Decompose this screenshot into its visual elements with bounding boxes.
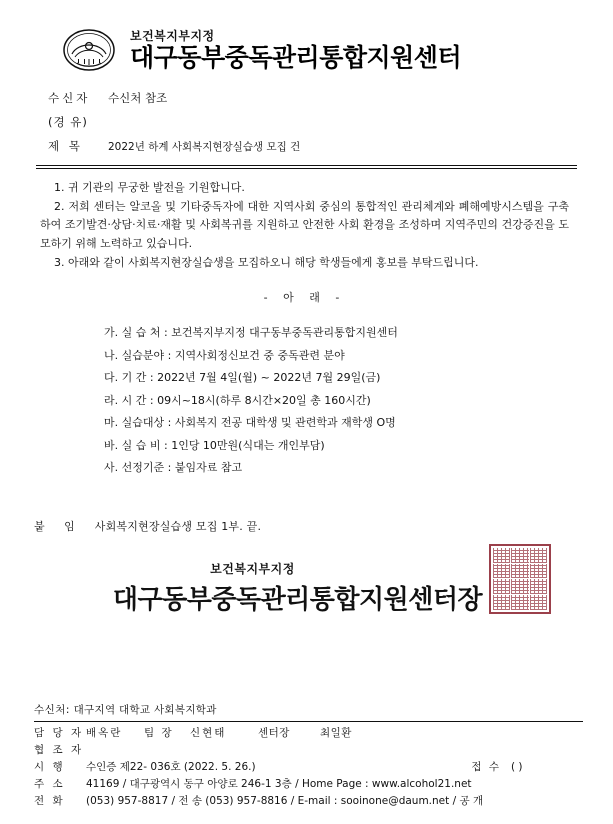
contact-value: (053) 957-8817 / 전 송 (053) 957-8816 / E-mail : sooinone@daum.net / 공 개 — [86, 795, 484, 807]
footer-divider — [34, 721, 583, 722]
recipient-block — [0, 82, 613, 154]
detail-list — [0, 322, 613, 480]
list-item: 다. 기 간 : 2022년 7월 4일(월) ~ 2022년 7월 29일(금) — [104, 371, 381, 385]
official-seal — [489, 544, 551, 614]
recipient-value: 수신처 참조 — [108, 91, 168, 105]
list-item: 가. 실 습 처 : 보건복지부지정 대구동부중독관리통합지원센터 — [104, 326, 398, 340]
staff-name-2: 신현태 — [190, 727, 227, 739]
document-footer — [34, 702, 583, 810]
letterhead-org-name: 대구동부중독관리통합지원센터 — [130, 42, 462, 72]
attachment-row — [0, 480, 613, 534]
letterhead-designation: 보건복지부지정 — [130, 29, 215, 44]
body-paragraph-1: 1. 귀 기관의 무궁한 발전을 기원합니다. — [54, 180, 245, 194]
staff-role-1: 담 당 자 — [34, 727, 84, 739]
footer-dispatch-row — [34, 759, 583, 776]
staff-role-3: 센터장 — [258, 727, 290, 739]
subject-row — [48, 140, 573, 153]
dispatch-label: 시 행 — [34, 761, 66, 773]
list-item: 사. 선정기준 : 붙임자료 참고 — [104, 461, 243, 475]
signature-designation: 보건복지부지정 — [210, 561, 295, 576]
footer-recipient-label: 수신처: — [34, 704, 70, 716]
staff-name-1: 배옥란 — [86, 727, 123, 739]
staff-name-3: 최일환 — [320, 727, 352, 739]
footer-cooperation-label: 협 조 자 — [34, 744, 84, 756]
receive-label: 접 수 — [471, 761, 501, 773]
attachment-label: 붙 임 — [34, 519, 83, 533]
body-paragraph-3: 3. 아래와 같이 사회복지현장실습생을 모집하오니 해당 학생들에게 홍보를 부탁드립니다. — [54, 256, 479, 270]
cc-row — [48, 116, 573, 129]
body-divider-label: - 아 래 - — [263, 291, 346, 305]
subject-value: 2022년 하계 사회복지현장실습생 모집 건 — [108, 141, 301, 154]
address-value: 41169 / 대구광역시 동구 아양로 246-1 3층 / Home Page : www.alcohol21.net — [86, 778, 472, 790]
list-item: 바. 실 습 비 : 1인당 10만원(식대는 개인부담) — [104, 438, 325, 452]
signature-title: 대구동부중독관리통합지원센터장 — [112, 584, 483, 615]
footer-recipient — [34, 702, 583, 717]
government-emblem — [62, 28, 116, 72]
list-item: 마. 실습대상 : 사회복지 전공 대학생 및 관련학과 재학생 O명 — [104, 416, 396, 430]
footer-contact-row — [34, 793, 583, 810]
recipient-label: 수신자 — [48, 91, 91, 105]
contact-label: 전 화 — [34, 795, 66, 807]
dispatch-value: 수인증 제22- 036호 (2022. 5. 26.) — [86, 761, 256, 773]
footer-address-row — [34, 776, 583, 793]
address-label: 주 소 — [34, 778, 66, 790]
recipient-row — [48, 92, 573, 105]
staff-role-2: 팀 장 — [144, 727, 174, 739]
receive-value: ( ) — [511, 761, 523, 773]
footer-staff-row — [34, 725, 583, 742]
list-item: 나. 실습분야 : 지역사회정신보건 중 중독관련 분야 — [104, 348, 345, 362]
attachment-value: 사회복지현장실습생 모집 1부. 끝. — [94, 519, 262, 533]
body-paragraph-2: 2. 저희 센터는 알코올 및 기타중독자에 대한 지역사회 중심의 통합적인 관리체계와 폐해예방시스템을 구축하여 조기발견·상담·치료·재활 및 사회복귀를 지원하고 안전한 사회 환경을 조성하며 지역주민의 건강증진을 도모하기 위해 노력하고 있습니다. — [40, 199, 569, 251]
letterhead — [0, 0, 613, 82]
signature-block — [0, 534, 613, 616]
document-body — [0, 169, 613, 308]
cc-label: (경 유) — [48, 115, 88, 130]
footer-recipient-value: 대구지역 대학교 사회복지학과 — [73, 704, 217, 716]
list-item: 라. 시 간 : 09시~18시(하루 8시간×20일 총 160시간) — [104, 393, 371, 407]
subject-label: 제 목 — [48, 139, 83, 154]
